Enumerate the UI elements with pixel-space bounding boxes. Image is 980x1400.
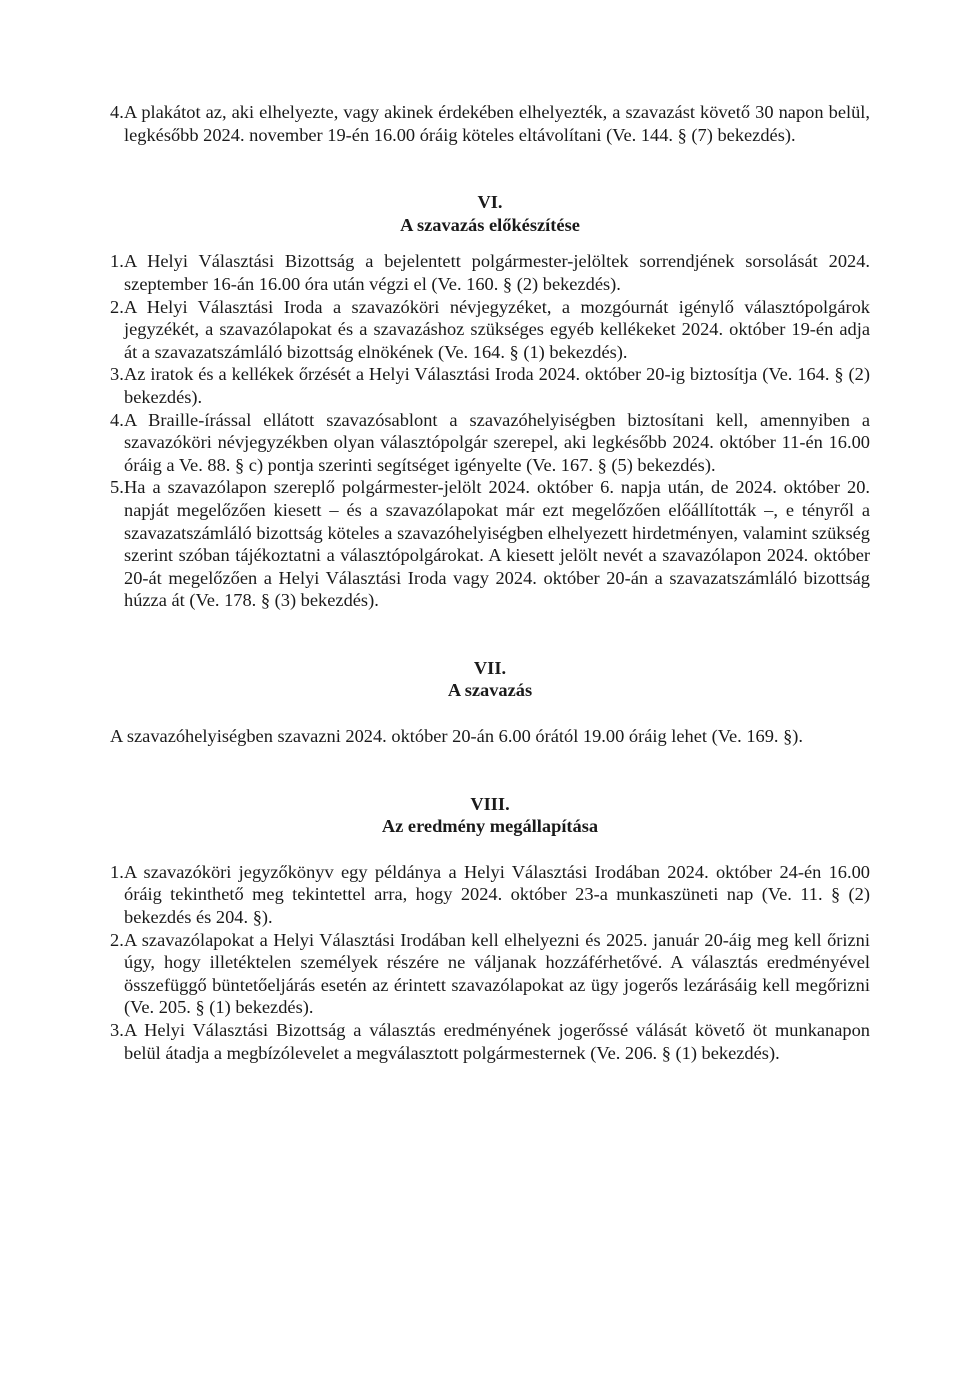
section-number: VIII. (470, 793, 510, 814)
item-text: A Helyi Választási Bizottság a bejelentett polgármester-jelöltek sorrendjének sorsolását 2024. szeptember 16-án 16.00 óra után végzi el (Ve. 160. § (2) bekezdés). (124, 251, 870, 294)
document-body (110, 101, 870, 1064)
item-text: Ha a szavazólapon szereplő polgármester-jelölt 2024. október 6. napja után, de 2024. október 20. napját megelőzően kiesett – és a szavazólapokat már ezt megelőzően előállították –, e tényről a szavazatszámláló bizottság köteles a szavazóhelyiségben elhelyezett hirdetményen, valamint szükség szerint szóban tájékoztatni a választópolgárokat. A kiesett jelölt nevét a szavazólapon 2024. október 20-át megelőzően a Helyi Választási Iroda vagy 2024. október 20-án a szavazatszámláló bizottság húzza át (Ve. 178. § (3) bekezdés). (124, 477, 870, 611)
section-number: VII. (473, 657, 507, 678)
item-text: Az iratok és a kellékek őrzését a Helyi Választási Iroda 2024. október 20-ig biztosítja (Ve. 164. § (2) bekezdés). (124, 364, 870, 407)
item-number: 4. (110, 102, 124, 122)
item-text: A Helyi Választási Bizottság a választás eredményének jogerőssé válását követő öt munkanapon belül átadja a megbízólevelet a megválasztott polgármesternek (Ve. 206. § (1) bekezdés). (124, 1020, 870, 1063)
item-number: 1. (110, 251, 124, 272)
list-item (110, 861, 870, 929)
list-item (110, 296, 870, 364)
item-text: A plakátot az, aki elhelyezte, vagy akinek érdekében elhelyezték, a szavazást követő 30 napon belül, legkésőbb 2024. november 19-én 16.00 óráig köteles eltávolítani (Ve. 144. § (7) bekezdés). (124, 102, 870, 145)
item-number: 4. (110, 409, 124, 430)
list-item (110, 101, 870, 146)
item-number: 3. (110, 1020, 124, 1040)
list-item (110, 929, 870, 1019)
list-item (110, 476, 870, 612)
section-number: VI. (477, 192, 503, 213)
list-item (110, 250, 870, 295)
item-number: 3. (110, 364, 124, 385)
section-title: A szavazás előkészítése (400, 214, 580, 235)
section-paragraph: A szavazóhelyiségben szavazni 2024. október 20-án 6.00 órától 19.00 óráig lehet (Ve. 169. §). (110, 726, 804, 747)
item-number: 1. (110, 861, 124, 882)
list-item (110, 409, 870, 477)
list-item (110, 363, 870, 408)
list-item (110, 1019, 870, 1064)
item-number: 2. (110, 929, 124, 950)
item-text: A szavazólapokat a Helyi Választási Irodában kell elhelyezni és 2025. január 20-áig meg kell őrizni úgy, hogy illetéktelen személyek részére ne váljanak hozzáférhetővé. A választás eredményével összefüggő büntetőeljárás esetén az érintett szavazólapokat az ügy jogerős lezárásáig kell megőrizni (Ve. 205. § (1) bekezdés). (124, 929, 870, 1018)
item-text: A Helyi Választási Iroda a szavazóköri névjegyzéket, a mozgóurnát igénylő választópolgárok jegyzékét, a szavazólapokat és a szavazáshoz szükséges egyéb kellékeket 2024. október 19-én adja át a szavazatszámláló bizottság elnökének (Ve. 164. § (1) bekezdés). (124, 296, 870, 362)
section-title: Az eredmény megállapítása (381, 816, 599, 837)
item-text: A szavazóköri jegyzőkönyv egy példánya a Helyi Választási Irodában 2024. október 24-én 16.00 óráig tekinthető meg tekintettel arra, hogy 2024. október 23-a munkaszüneti nap (Ve. 11. § (2) bekezdés és 204. §). (124, 861, 870, 928)
item-text: A Braille-írással ellátott szavazósablont a szavazóhelyiségben biztosítani kell, amennyiben a szavazóköri névjegyzékben olyan választópolgár szerepel, aki legkésőbb 2024. október 11-én 16.00 óráig a Ve. 88. § c) pontja szerinti segítséget igényelte (Ve. 167. § (5) bekezdés). (124, 409, 870, 475)
section-title: A szavazás (447, 680, 533, 701)
item-number: 5. (110, 477, 124, 498)
item-number: 2. (110, 296, 124, 317)
